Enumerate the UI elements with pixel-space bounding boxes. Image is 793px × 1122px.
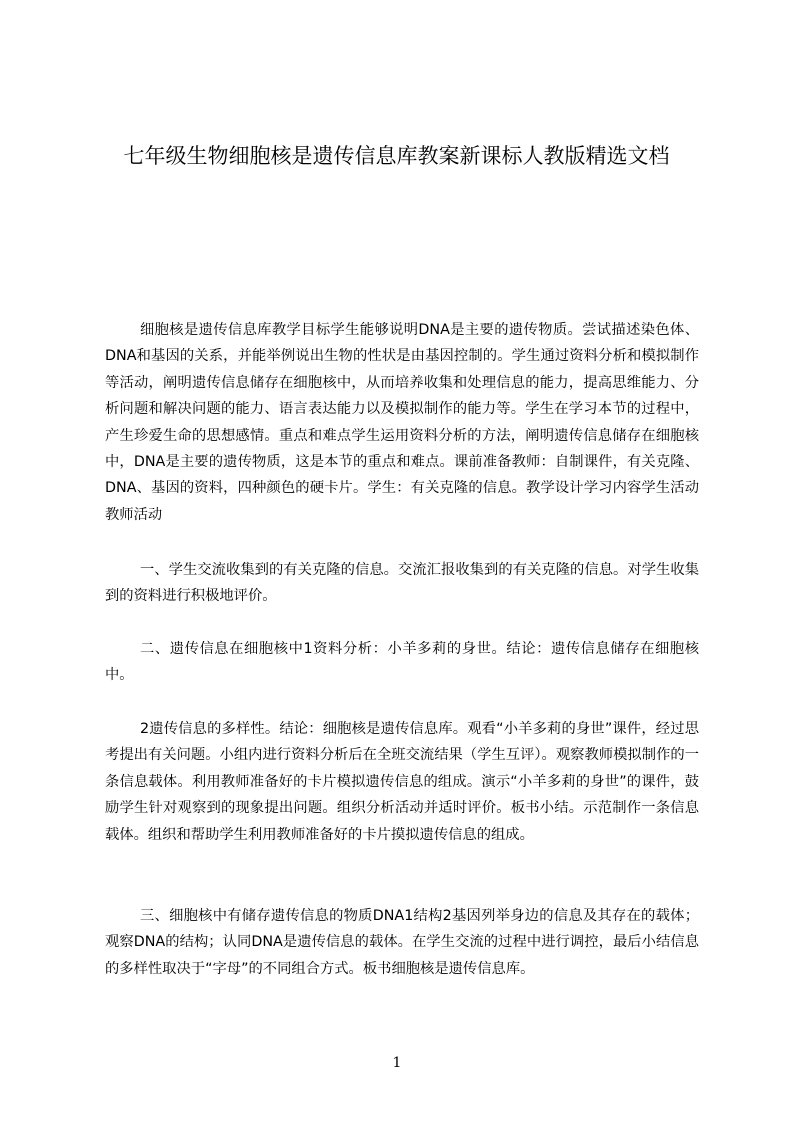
document-title: 七年级生物细胞核是遗传信息库教案新课标人教版精选文档	[123, 144, 670, 168]
page-number: 1	[392, 1055, 402, 1071]
paragraph-section-three: 三、细胞核中有储存遗传信息的物质DNA1结构2基因列举身边的信息及其存在的载体；观察DNA的结构；认同DNA是遗传信息的载体。在学生交流的过程中进行调控，最后小结信息的多样性取决于“字母”的不同组合方式。板书细胞核是遗传信息库。	[105, 908, 699, 977]
paragraph-section-one: 一、学生交流收集到的有关克隆的信息。交流汇报收集到的有关克隆的信息。对学生收集到的资料进行积极地评价。	[105, 562, 699, 605]
paragraph-section-two: 二、遗传信息在细胞核中1资料分析：小羊多莉的身世。结论：遗传信息储存在细胞核中。	[105, 641, 699, 684]
paragraph-objectives: 细胞核是遗传信息库教学目标学生能够说明DNA是主要的遗传物质。尝试描述染色体、DNA和基因的关系，并能举例说出生物的性状是由基因控制的。学生通过资料分析和模拟制作等活动，阐明遗传信息储存在细胞核中，从而培养收集和处理信息的能力，提高思维能力、分析问题和解决问题的能力、语言表达能力以及模拟制作的能力等。学生在学习本节的过程中，产生珍爱生命的思想感情。重点和难点学生运用资料分析的方法，阐明遗传信息储存在细胞核中，DNA是主要的遗传物质，这是本节的重点和难点。课前准备教师：自制课件，有关克隆、DNA、基因的资料，四种颜色的硬卡片。学生：有关克隆的信息。教学设计学习内容学生活动教师活动	[105, 322, 699, 523]
paragraph-diversity: 2遗传信息的多样性。结论：细胞核是遗传信息库。观看“小羊多莉的身世”课件，经过思考提出有关问题。小组内进行资料分析后在全班交流结果（学生互评）。观察教师模拟制作的一条信息载体。利用教师准备好的卡片模拟遗传信息的组成。演示“小羊多莉的身世”的课件，鼓励学生针对观察到的现象提出问题。组织分析活动并适时评价。板书小结。示范制作一条信息载体。组织和帮助学生利用教师准备好的卡片摸拟遗传信息的组成。	[105, 721, 699, 843]
